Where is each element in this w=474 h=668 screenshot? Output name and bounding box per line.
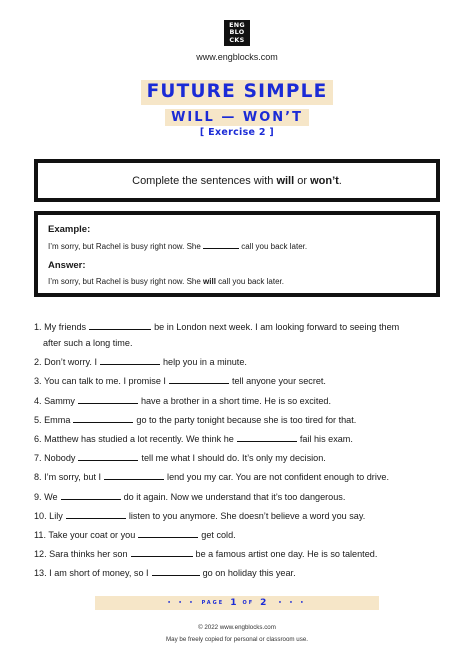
answer-blank[interactable] — [237, 433, 297, 442]
answer-blank[interactable] — [61, 491, 121, 500]
answer-blank[interactable] — [104, 471, 164, 480]
engblocks-logo — [224, 20, 250, 46]
pager-total: 2 — [260, 598, 267, 608]
pager-current: 1 — [230, 598, 237, 608]
answer-blank[interactable] — [100, 356, 160, 365]
question-item: 11. Take your coat or you get cold. — [34, 529, 236, 540]
answer-sentence: I’m sorry, but Rachel is busy right now. She will call you back later. — [48, 277, 284, 286]
page-indicator — [95, 596, 379, 610]
instruction-box — [34, 159, 440, 202]
question-item: 12. Sara thinks her son be a famous artist one day. He is so talented. — [34, 549, 378, 560]
instruction-word-wont: won’t — [310, 174, 339, 187]
answer-blank[interactable] — [131, 548, 193, 557]
answer-blank[interactable] — [73, 414, 133, 423]
answer-blank[interactable] — [78, 452, 138, 461]
answer-blank[interactable] — [66, 510, 126, 519]
question-item: 10. Lily listen to you anymore. She doesn’t believe a word you say. — [34, 510, 366, 521]
license-notice: May be freely copied for personal or classroom use. — [165, 636, 309, 643]
question-item: 13. I am short of money, so I go on holiday this year. — [34, 568, 296, 579]
answer-word: will — [203, 277, 216, 286]
question-item: 9. We do it again. Now we understand that it’s too dangerous. — [34, 491, 346, 502]
worksheet-subtitle: WILL — WON’T — [165, 109, 309, 126]
example-box — [34, 211, 440, 297]
logo-line-3: CKS — [229, 35, 245, 44]
question-item: 1. My friends be in London next week. I am looking forward to seeing them after such a long time. — [34, 322, 400, 348]
example-sentence: I’m sorry, but Rachel is busy right now. She call you back later. — [48, 242, 308, 251]
answer-blank[interactable] — [152, 567, 200, 576]
answer-blank[interactable] — [78, 395, 138, 404]
exercise-tag: [ Exercise 2 ] — [199, 127, 275, 138]
question-item: 3. You can talk to me. I promise I tell anyone your secret. — [34, 376, 326, 387]
answer-blank[interactable] — [169, 375, 229, 384]
answer-blank[interactable] — [89, 321, 151, 330]
answer-label: Answer: — [48, 260, 86, 271]
instruction-text: Complete the sentences with will or won’t. — [132, 174, 342, 187]
logo-line-1: ENG — [229, 21, 245, 29]
copyright-notice: © 2022 www.engblocks.com — [198, 624, 276, 631]
logo-line-2: BLO — [229, 28, 245, 37]
pager-dots-right: • • • — [278, 600, 307, 606]
pager-of-label: OF — [242, 600, 255, 606]
example-label: Example: — [48, 224, 91, 235]
worksheet-title: FUTURE SIMPLE — [141, 80, 334, 105]
example-blank — [203, 241, 239, 249]
question-item: 4. Sammy have a brother in a short time. He is so excited. — [34, 395, 331, 406]
instruction-word-will: will — [276, 174, 295, 187]
pager-dots-left: • • • — [167, 600, 196, 606]
question-item: 2. Don’t worry. I help you in a minute. — [34, 357, 247, 368]
answer-blank[interactable] — [138, 529, 198, 538]
question-item: 5. Emma go to the party tonight because she is too tired for that. — [34, 414, 357, 425]
pager-page-label: PAGE — [201, 600, 225, 606]
question-item: 8. I’m sorry, but I lend you my car. You are not confident enough to drive. — [34, 472, 389, 483]
question-item: 7. Nobody tell me what I should do. It’s only my decision. — [34, 453, 326, 464]
question-item: 6. Matthew has studied a lot recently. We think he fail his exam. — [34, 433, 353, 444]
question-list — [34, 321, 444, 586]
site-url[interactable]: www.engblocks.com — [196, 52, 278, 62]
